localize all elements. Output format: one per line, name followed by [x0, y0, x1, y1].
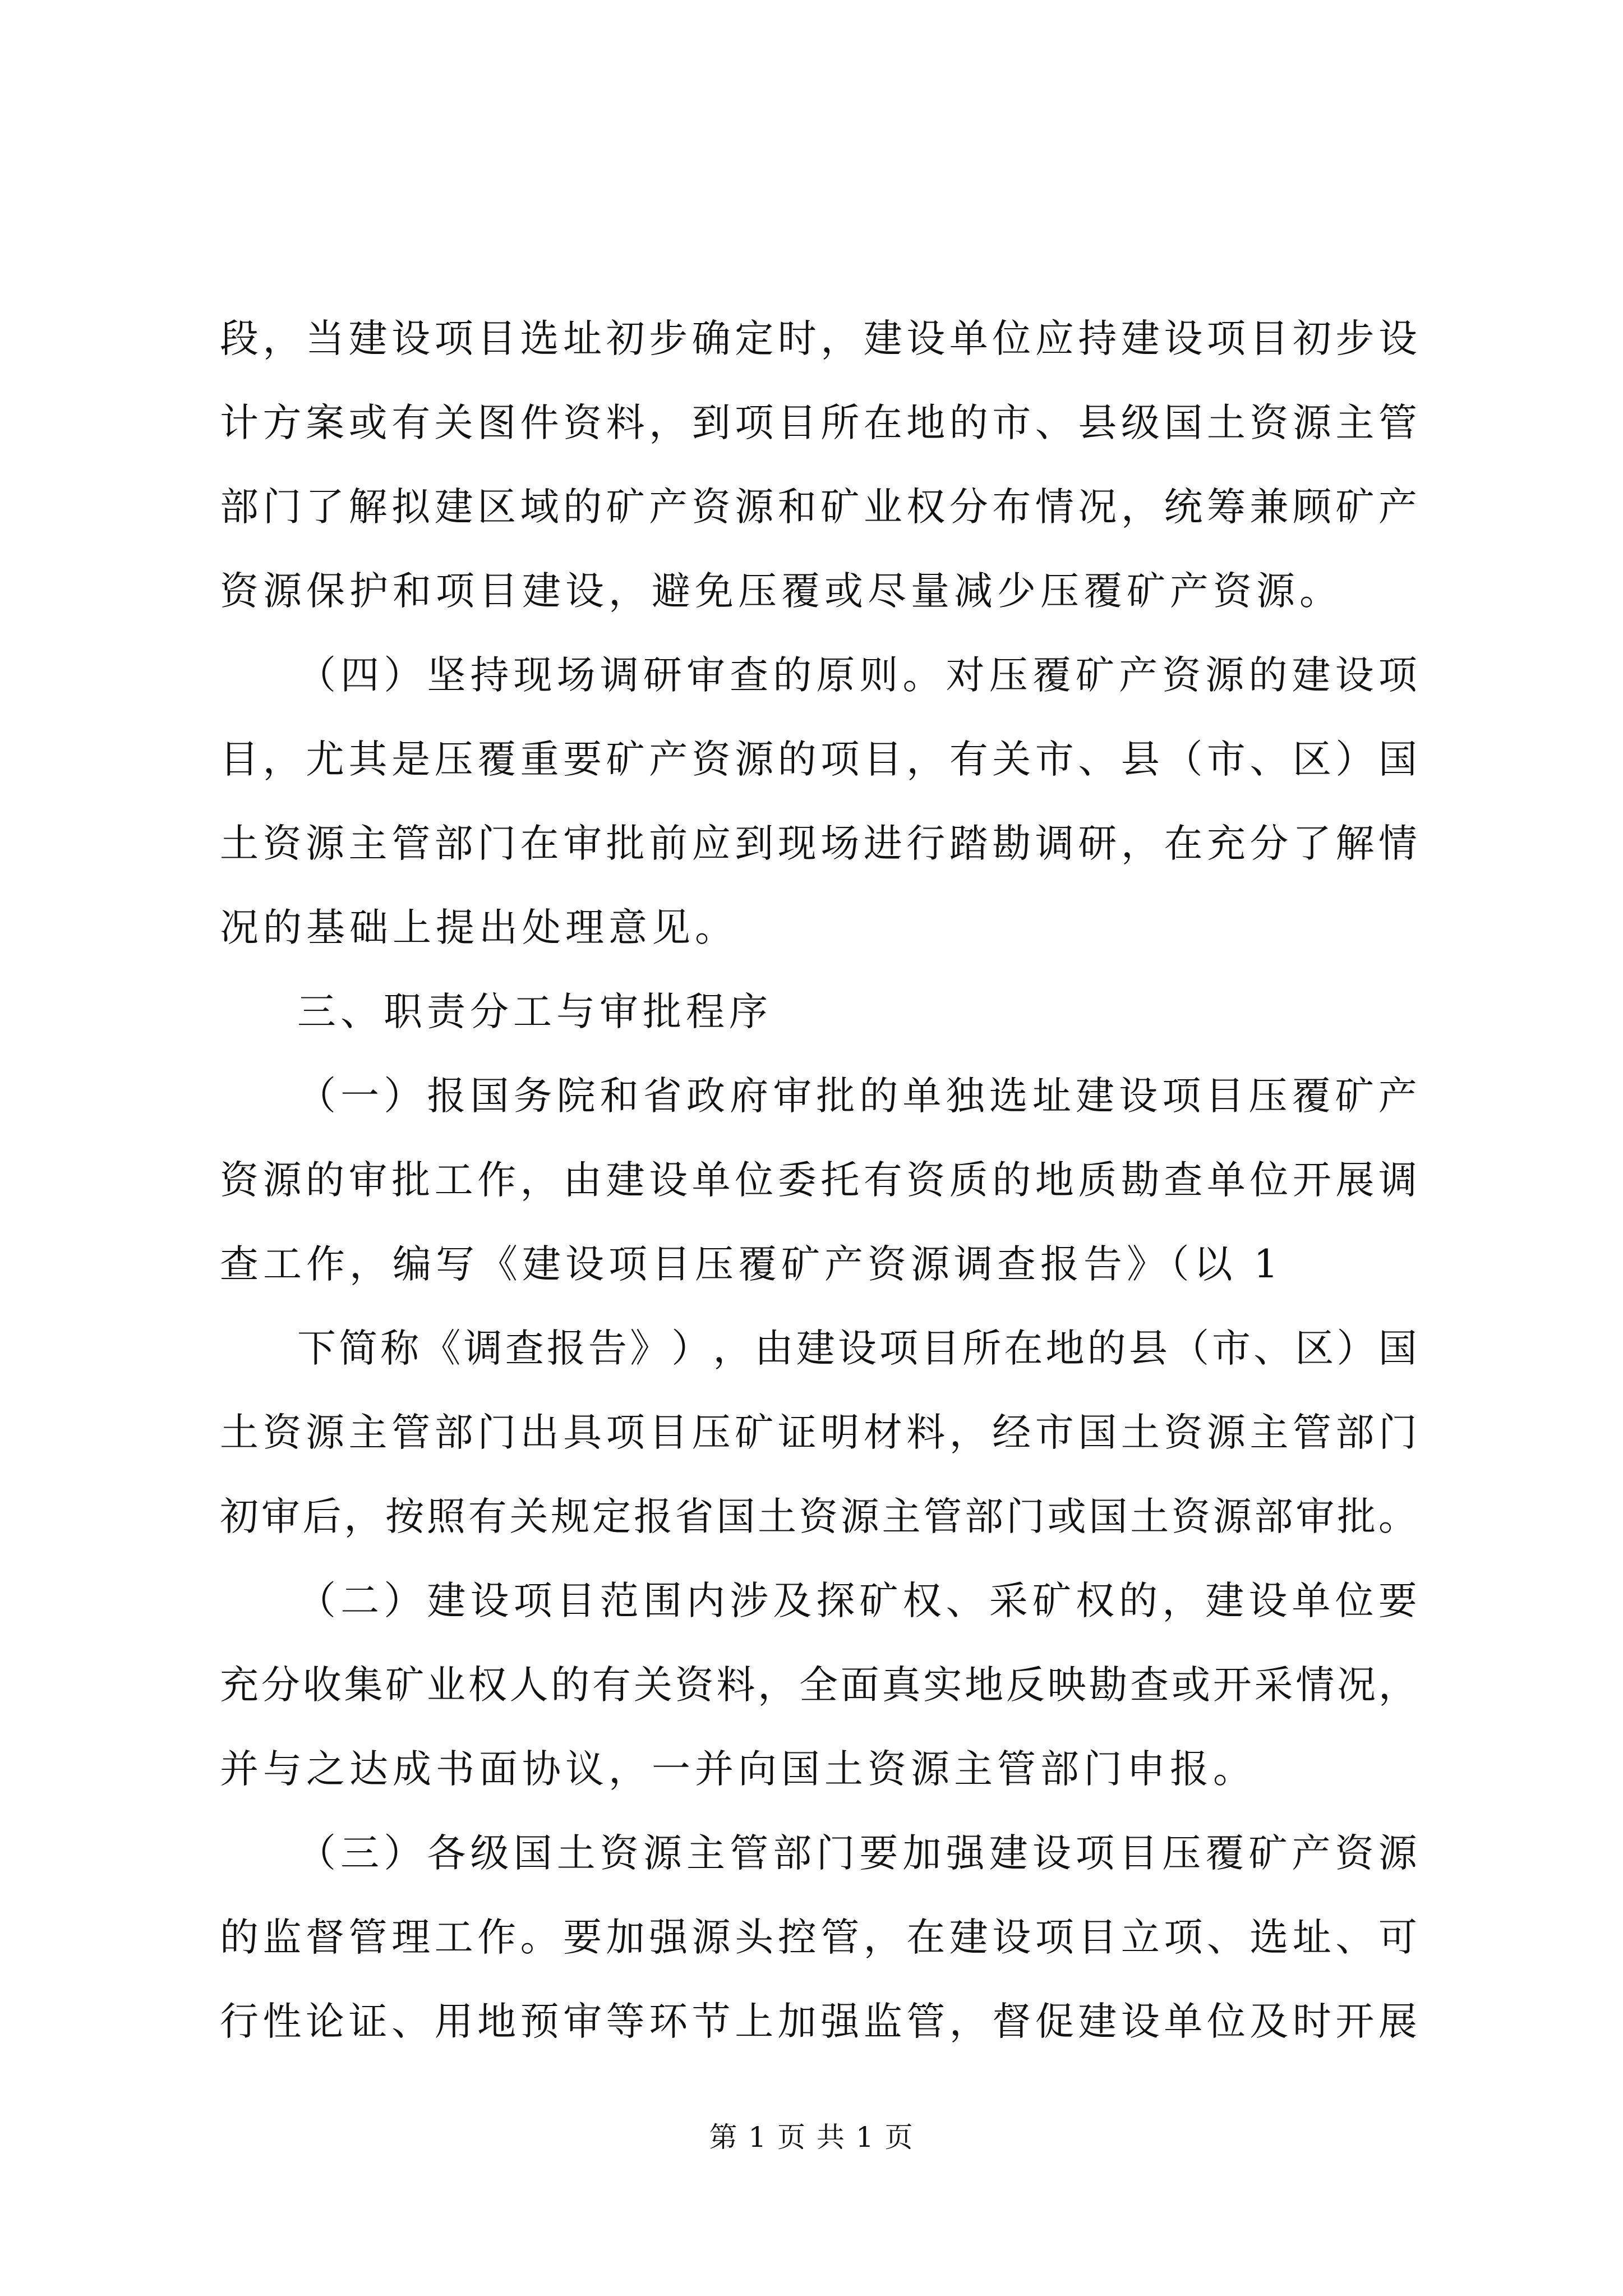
page-footer: 第 1 页 共 1 页 [709, 2121, 914, 2154]
body-text-line: 充 分 收 集 矿 业 权 人 的 有 关 资 料 ， 全 面 真 实 地 反 映 勘 查 或 开 采 情 况 ， [220, 1662, 1417, 1708]
body-text-line: 查工作，编写《建设项目压覆矿产资源调查报告》（以 1 [220, 1241, 1283, 1287]
body-text-line: 资源保护和项目建设，避免压覆或尽量减少压覆矿产资源。 [220, 568, 1343, 614]
body-text-line: 计 方 案 或 有 关 图 件 资 料 ， 到 项 目 所 在 地 的 市 、 县 级 国 土 资 源 主 管 [220, 400, 1417, 445]
body-text-line: 部 门 了 解 拟 建 区 域 的 矿 产 资 源 和 矿 业 权 分 布 情 况 ， 统 筹 兼 顾 矿 产 [220, 484, 1417, 530]
section-heading: 三、职责分工与审批程序 [297, 989, 772, 1034]
paragraph-first-line: （ 四 ） 坚 持 现 场 调 研 审 查 的 原 则 。 对 压 覆 矿 产 资 源 的 建 设 项 [297, 652, 1417, 698]
body-text-line: 土 资 源 主 管 部 门 在 审 批 前 应 到 现 场 进 行 踏 勘 调 研 ， 在 充 分 了 解 情 [220, 821, 1417, 866]
body-text-line: 的 监 督 管 理 工 作 。 要 加 强 源 头 控 管 ， 在 建 设 项 目 立 项 、 选 址 、 可 [220, 1915, 1417, 1960]
body-text-line: 目 ， 尤 其 是 压 覆 重 要 矿 产 资 源 的 项 目 ， 有 关 市 、 县 （ 市 、 区 ） 国 [220, 737, 1417, 782]
body-text-line: 土 资 源 主 管 部 门 出 具 项 目 压 矿 证 明 材 料 ， 经 市 国 土 资 源 主 管 部 门 [220, 1410, 1417, 1455]
body-text-line: 行 性 论 证 、 用 地 预 审 等 环 节 上 加 强 监 管 ， 督 促 建 设 单 位 及 时 开 展 [220, 1999, 1417, 2044]
body-text-line: 下 简 称 《 调 查 报 告 》 ） ， 由 建 设 项 目 所 在 地 的 县 （ 市 、 区 ） 国 [297, 1326, 1417, 1371]
paragraph-first-line: （ 二 ） 建 设 项 目 范 围 内 涉 及 探 矿 权 、 采 矿 权 的 ， 建 设 单 位 要 [297, 1578, 1417, 1623]
paragraph-first-line: （ 三 ） 各 级 国 土 资 源 主 管 部 门 要 加 强 建 设 项 目 压 覆 矿 产 资 源 [297, 1830, 1417, 1876]
body-text-line: 况的基础上提出处理意见。 [220, 905, 738, 950]
paragraph-first-line: （ 一 ） 报 国 务 院 和 省 政 府 审 批 的 单 独 选 址 建 设 项 目 压 覆 矿 产 [297, 1073, 1417, 1119]
body-text-line: 段 ， 当 建 设 项 目 选 址 初 步 确 定 时 ， 建 设 单 位 应 持 建 设 项 目 初 步 设 [220, 316, 1417, 361]
body-text-line: 初 审 后 ， 按 照 有 关 规 定 报 省 国 土 资 源 主 管 部 门 或 国 土 资 源 部 审 批 。 [220, 1494, 1417, 1539]
body-text-line: 资 源 的 审 批 工 作 ， 由 建 设 单 位 委 托 有 资 质 的 地 质 勘 查 单 位 开 展 调 [220, 1157, 1417, 1203]
body-text-line: 并与之达成书面协议，一并向国土资源主管部门申报。 [220, 1746, 1256, 1792]
